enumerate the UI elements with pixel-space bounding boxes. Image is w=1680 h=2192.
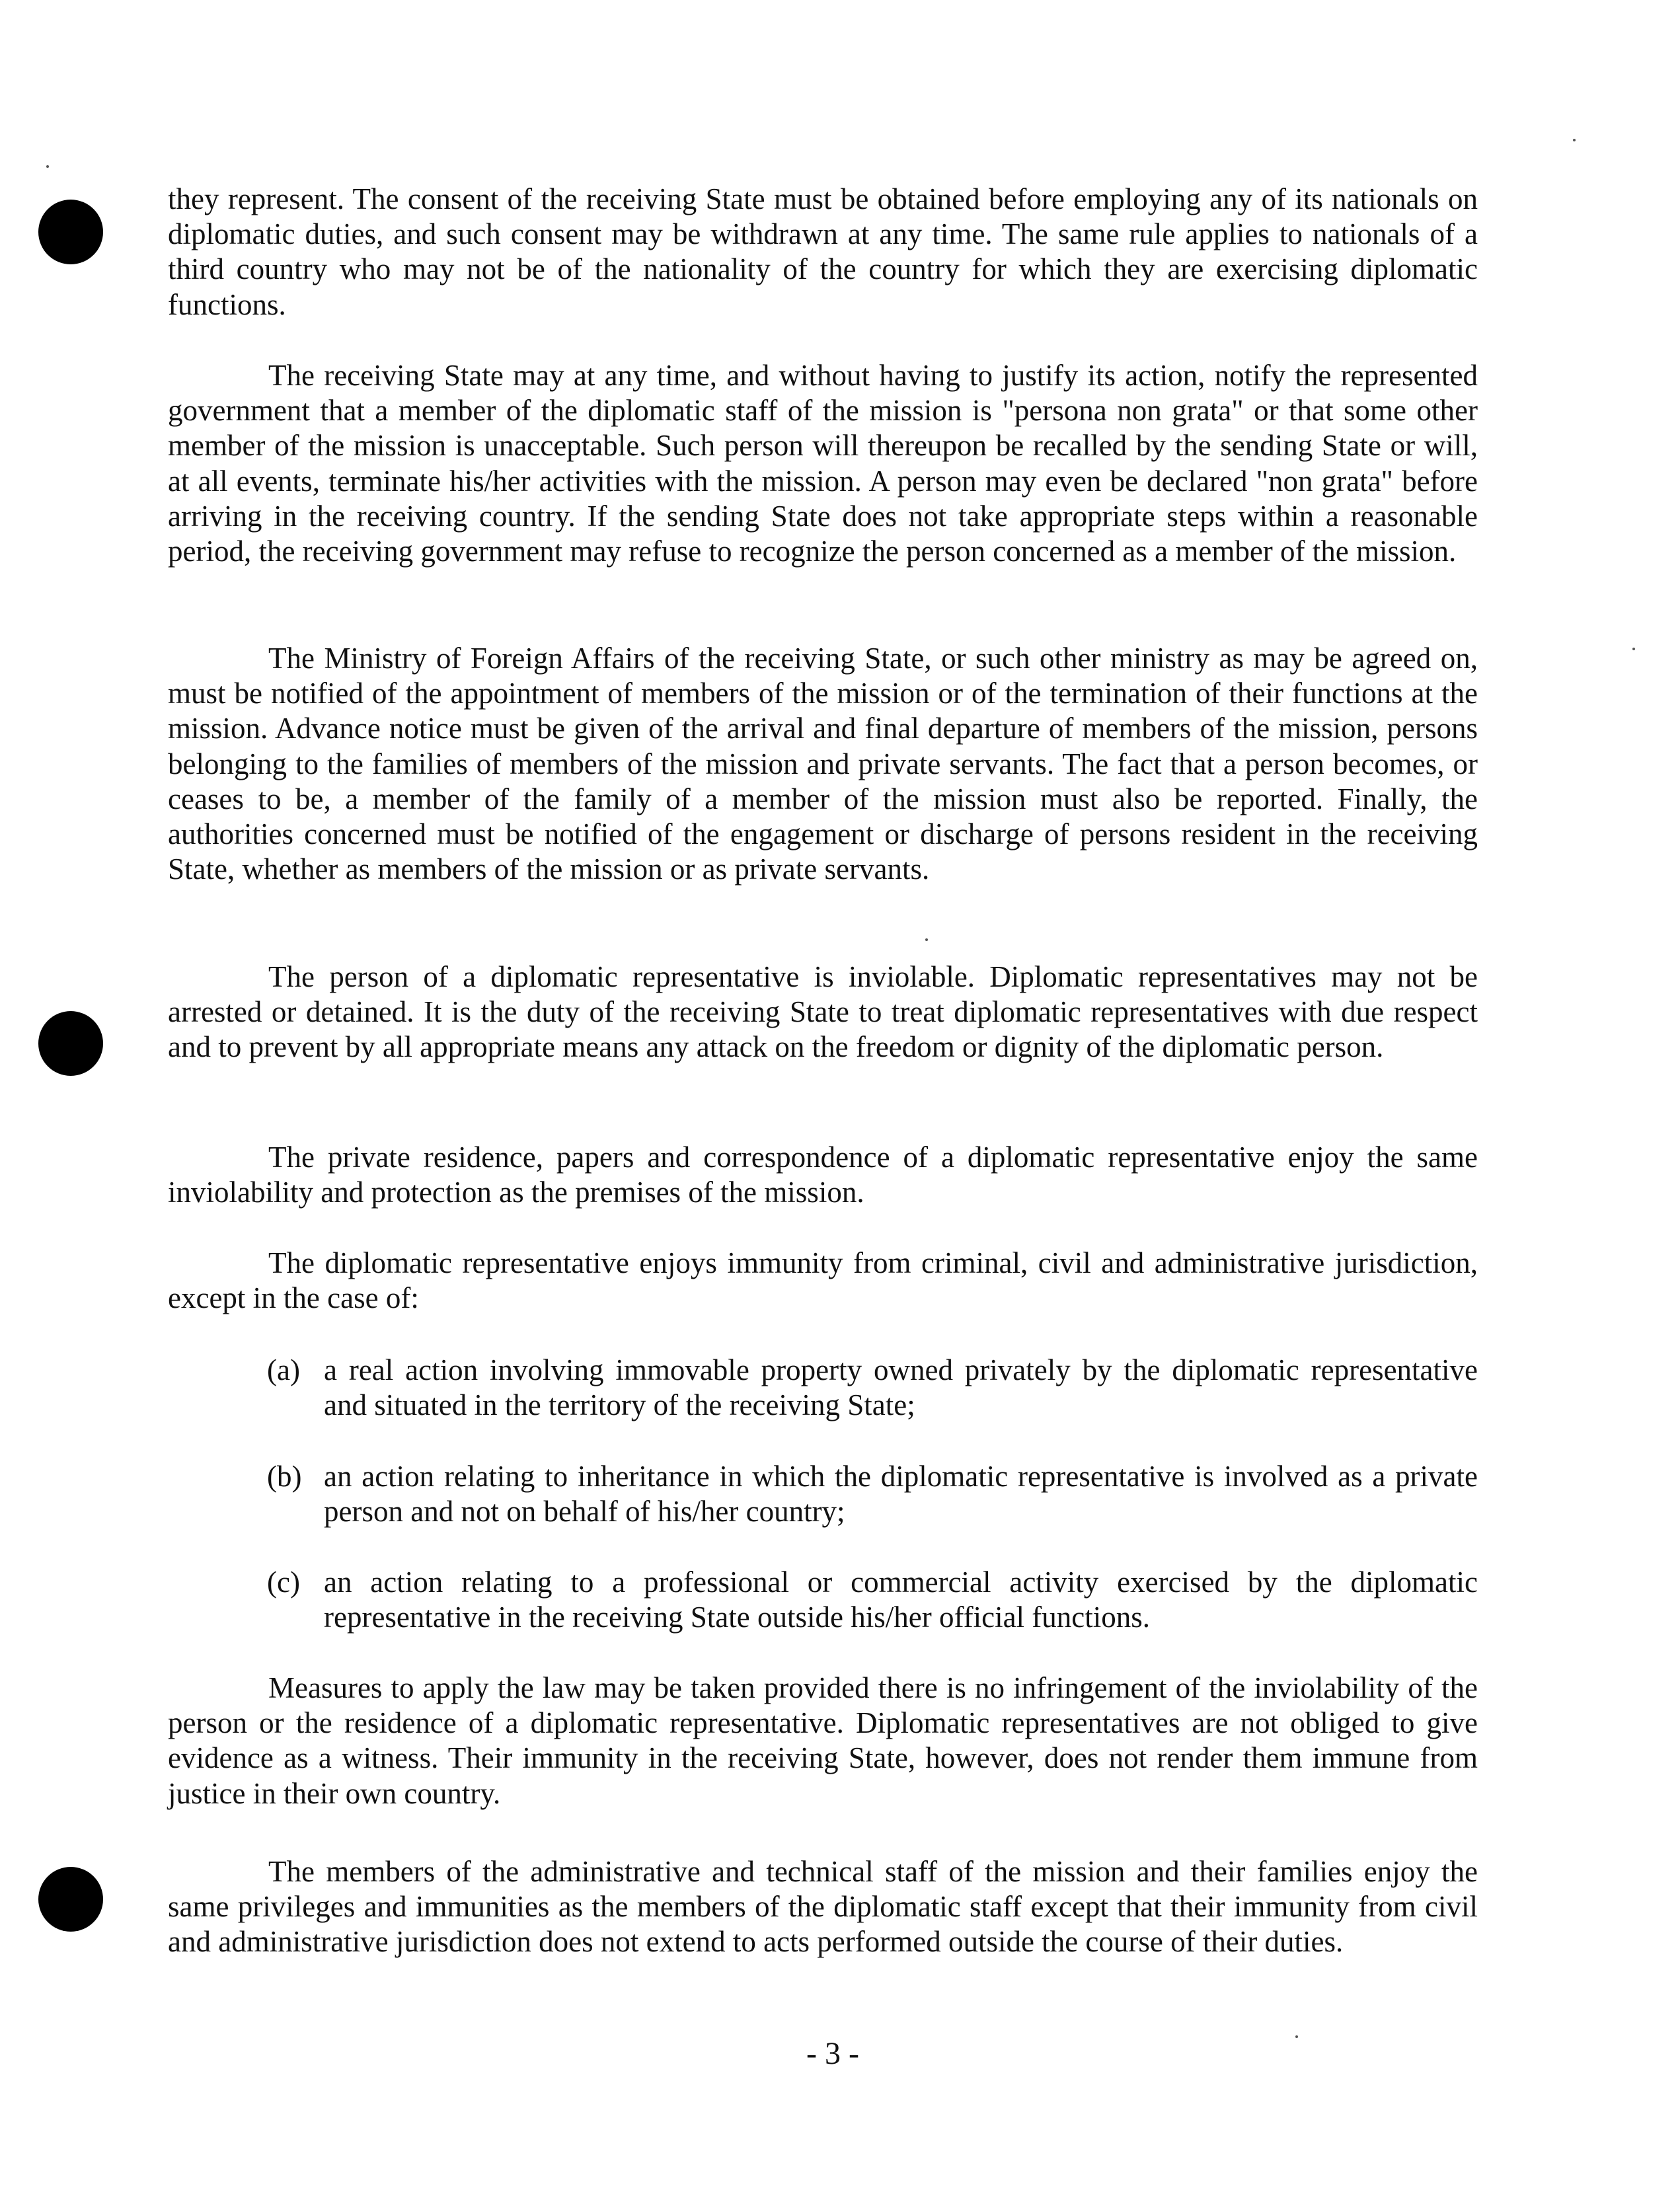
paragraph-notification: The Ministry of Foreign Affairs of the receiving State, or such other ministry as may be agreed on, must be notified of the appointment of members of the mission or of the termination of their functions at the mission. Advance notice must be given of the arrival and final departure of members of the mission, persons belonging to the families of members of the mission and private servants. The fact that a person becomes, or ceases to be, a member of the family of a member of the mission must also be reported. Finally, the authorities concerned must be notified of the engagement or discharge of persons resident in the receiving State, whether as members of the mission or as private servants.: [168, 642, 1478, 886]
list-item-text: an action relating to inheritance in which the diplomatic representative is involved as a private person and not on behalf of his/her country;: [324, 1460, 1478, 1529]
exception-item-b: [267, 1459, 1478, 1529]
list-marker: (a): [267, 1353, 300, 1386]
exception-item-c: [267, 1565, 1478, 1635]
scan-speck: [46, 165, 49, 168]
scan-speck: [1632, 648, 1635, 650]
list-item-text: an action relating to a professional or commercial activity exercised by the diplomatic representative in the receiving State outside his/her official functions.: [324, 1566, 1478, 1634]
paragraph-persona-non-grata: The receiving State may at any time, and without having to justify its action, notify the represented government that a member of the diplomatic staff of the mission is "persona non grata" or that some other member of the mission is unacceptable. Such person will thereupon be recalled by the sending State or will, at all events, terminate his/her activities with the mission. A person may even be declared "non grata" before arriving in the receiving country. If the sending State does not take appropriate steps within a reasonable period, the receiving government may refuse to recognize the person concerned as a member of the mission.: [168, 359, 1478, 568]
list-item-text: a real action involving immovable property owned privately by the diplomatic representative and situated in the territory of the receiving State;: [324, 1353, 1478, 1422]
paragraph-immunity: The diplomatic representative enjoys immunity from criminal, civil and administrative jurisdiction, except in the case of:: [168, 1246, 1478, 1315]
page-number: - 3 -: [806, 2036, 859, 2071]
scan-speck: [1573, 139, 1576, 141]
paragraph-measures: Measures to apply the law may be taken provided there is no infringement of the inviolability of the person or the residence of a diplomatic representative. Diplomatic representatives are not obliged to give evidence as a witness. Their immunity in the receiving State, however, does not render them immune from justice in their own country.: [168, 1671, 1478, 1810]
punch-hole: [38, 1011, 103, 1076]
punch-hole: [38, 200, 103, 264]
paragraph-inviolability: The person of a diplomatic representative is inviolable. Diplomatic representatives may not be arrested or detained. It is the duty of the receiving State to treat diplomatic representatives with due respect and to prevent by all appropriate means any attack on the freedom or dignity of the diplomatic person.: [168, 960, 1478, 1064]
scan-speck: [925, 938, 928, 941]
list-marker: (b): [267, 1460, 302, 1493]
paragraph-private-residence: The private residence, papers and correspondence of a diplomatic representative enjoy the same inviolability and protection as the premises of the mission.: [168, 1141, 1478, 1209]
paragraph-continuation: they represent. The consent of the receiving State must be obtained before employing any of its nationals on diplomatic duties, and such consent may be withdrawn at any time. The same rule applies to nationals of a third country who may not be of the nationality of the country for which they are exercising diplomatic functions.: [168, 182, 1478, 321]
scan-speck: [1295, 2035, 1298, 2038]
list-marker: (c): [267, 1566, 300, 1599]
punch-hole: [38, 1867, 103, 1932]
paragraph-administrative-staff: The members of the administrative and technical staff of the mission and their families enjoy the same privileges and immunities as the members of the diplomatic staff except that their immunity from civil and administrative jurisdiction does not extend to acts performed outside the course of their duties.: [168, 1855, 1478, 1959]
exception-item-a: [267, 1353, 1478, 1423]
